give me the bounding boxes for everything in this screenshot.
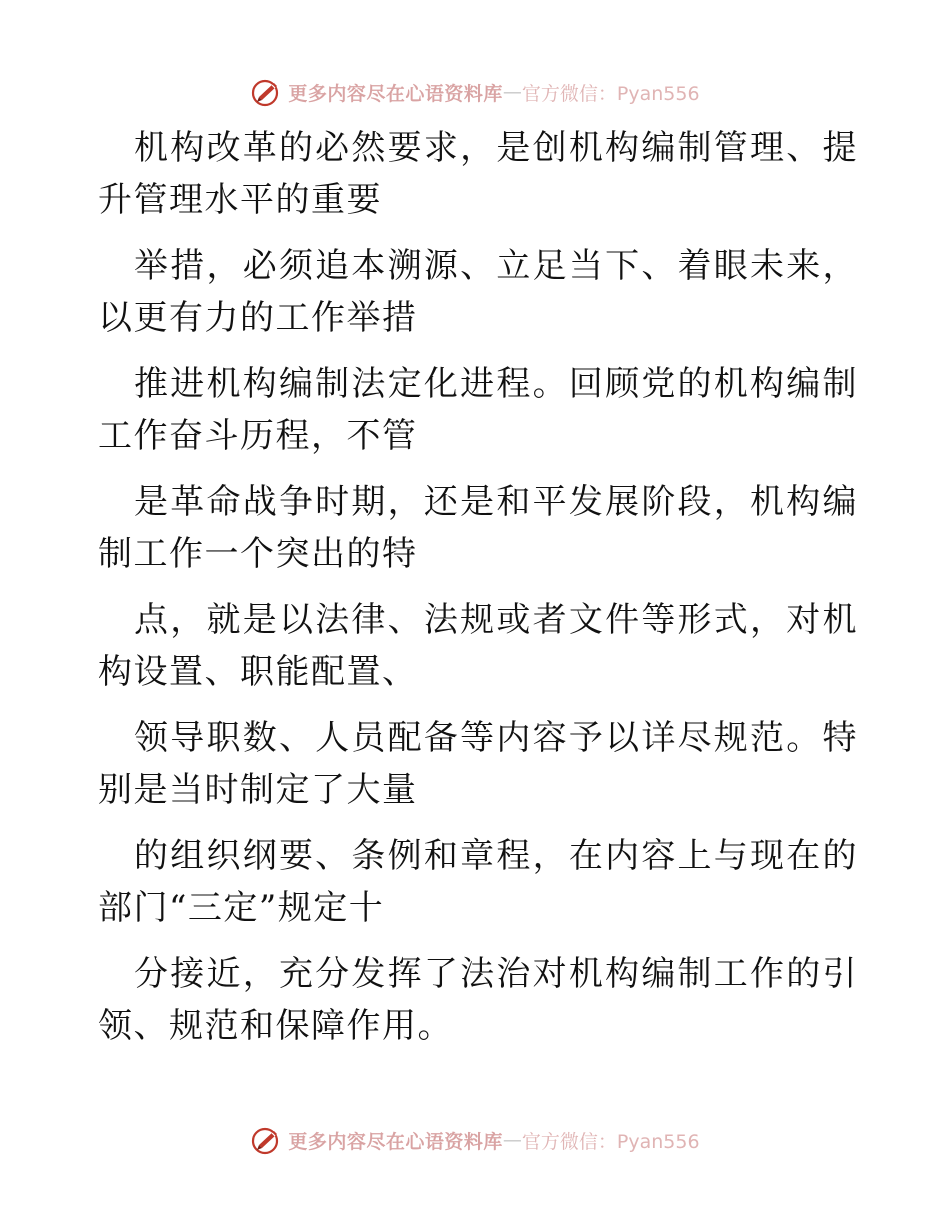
- banner-site-text: 更多内容尽在心语资料库: [288, 1130, 503, 1153]
- paragraph: 举措，必须追本溯源、立足当下、着眼未来，以更有力的工作举措: [98, 246, 858, 338]
- banner-separator: —: [502, 1129, 522, 1151]
- banner-site-text: 更多内容尽在心语资料库: [288, 82, 503, 105]
- paragraph: 机构改革的必然要求，是创机构编制管理、提升管理水平的重要: [98, 128, 858, 220]
- paragraph: 是革命战争时期，还是和平发展阶段，机构编制工作一个突出的特: [98, 482, 858, 574]
- header-watermark-banner: [0, 72, 950, 112]
- paragraph: 点，就是以法律、法规或者文件等形式，对机构设置、职能配置、: [98, 600, 858, 692]
- pen-logo-icon: [250, 75, 284, 109]
- paragraph: 领导职数、人员配备等内容予以详尽规范。特别是当时制定了大量: [98, 718, 858, 810]
- banner-wechat-text: 官方微信：Pyan556: [521, 1130, 700, 1153]
- paragraph: 推进机构编制法定化进程。回顾党的机构编制工作奋斗历程，不管: [98, 364, 858, 456]
- paragraph: 的组织纲要、条例和章程，在内容上与现在的部门“三定”规定十: [98, 836, 858, 928]
- banner-separator: —: [502, 81, 522, 103]
- paragraph: 分接近，充分发挥了法治对机构编制工作的引领、规范和保障作用。: [98, 954, 858, 1046]
- footer-watermark-banner: [0, 1120, 950, 1160]
- pen-logo-icon: [250, 1123, 284, 1157]
- banner-wechat-text: 官方微信：Pyan556: [521, 82, 700, 105]
- document-body: [98, 122, 858, 1066]
